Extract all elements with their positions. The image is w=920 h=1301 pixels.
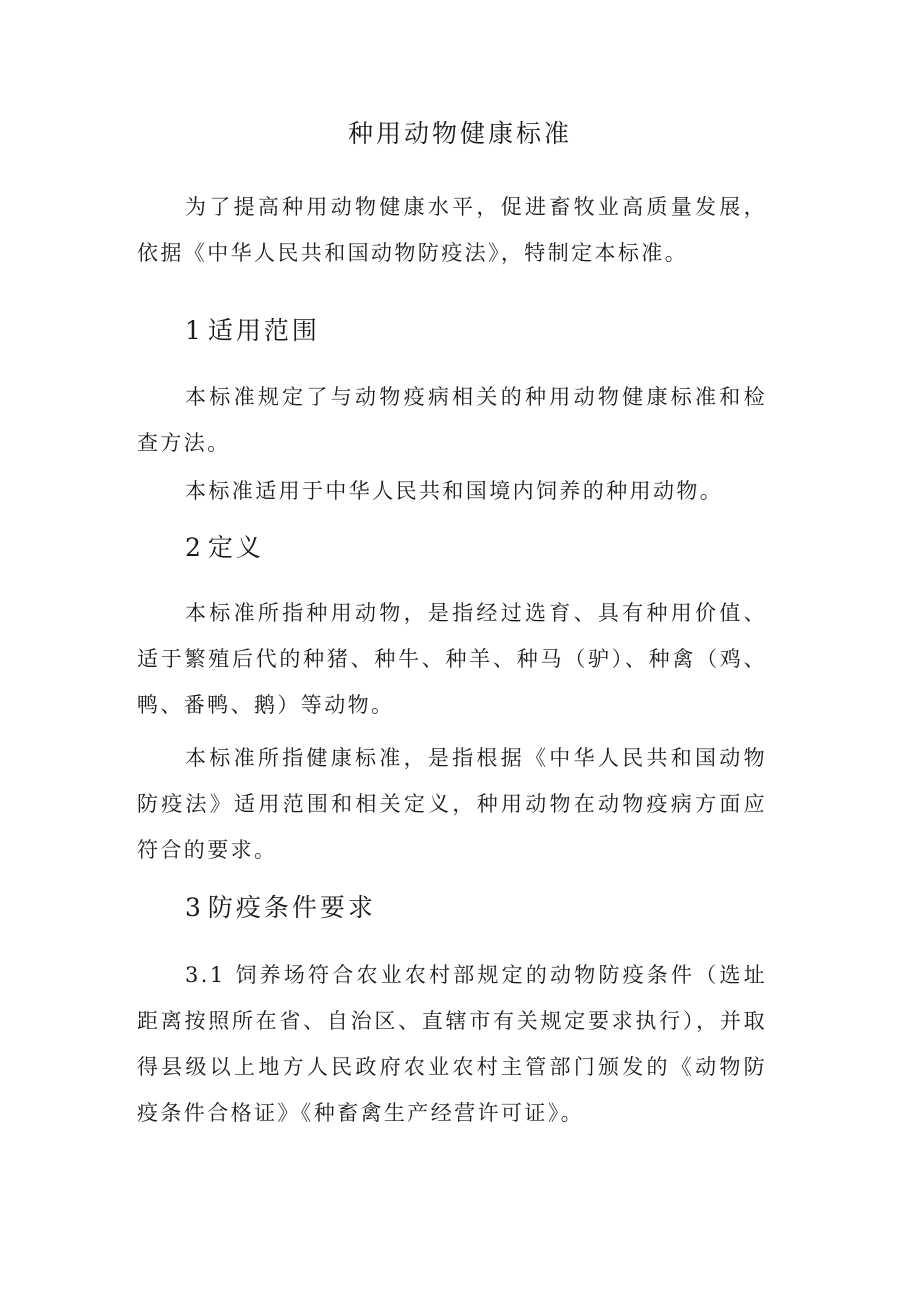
section-1-heading xyxy=(185,311,320,351)
section-1-title: 适用范围 xyxy=(207,316,320,345)
section-3-heading xyxy=(185,888,376,928)
document-title: 种用动物健康标准 xyxy=(347,119,572,148)
intro-paragraph: 为了提高种用动物健康水平，促进畜牧业高质量发展，依据《中华人民共和国动物防疫法》，特制定本标准。 xyxy=(137,195,767,265)
section-2-title: 定义 xyxy=(207,533,264,562)
section-2-number: 2 xyxy=(185,533,204,562)
section-3-title: 防疫条件要求 xyxy=(207,893,376,922)
section-3-paragraph-1: 3.1 饲养场符合农业农村部规定的动物防疫条件（选址距离按照所在省、自治区、直辖市有关规定要求执行），并取得县级以上地方人民政府农业农村主管部门颁发的《动物防疫条件合格证》《种畜禽生产经营许可证》。 xyxy=(137,963,767,1125)
section-2-heading xyxy=(185,528,264,568)
section-3-number: 3 xyxy=(185,893,204,922)
section-2-paragraph-2: 本标准所指健康标准，是指根据《中华人民共和国动物防疫法》适用范围和相关定义，种用动物在动物疫病方面应符合的要求。 xyxy=(137,746,767,862)
section-1-number: 1 xyxy=(185,316,204,345)
section-1-paragraph-1: 本标准规定了与动物疫病相关的种用动物健康标准和检查方法。 xyxy=(137,385,767,455)
section-1-paragraph-2: 本标准适用于中华人民共和国境内饲养的种用动物。 xyxy=(185,479,724,503)
section-2-paragraph-1: 本标准所指种用动物，是指经过选育、具有种用价值、适于繁殖后代的种猪、种牛、种羊、种马（驴）、种禽（鸡、鸭、番鸭、鹅）等动物。 xyxy=(137,601,767,717)
